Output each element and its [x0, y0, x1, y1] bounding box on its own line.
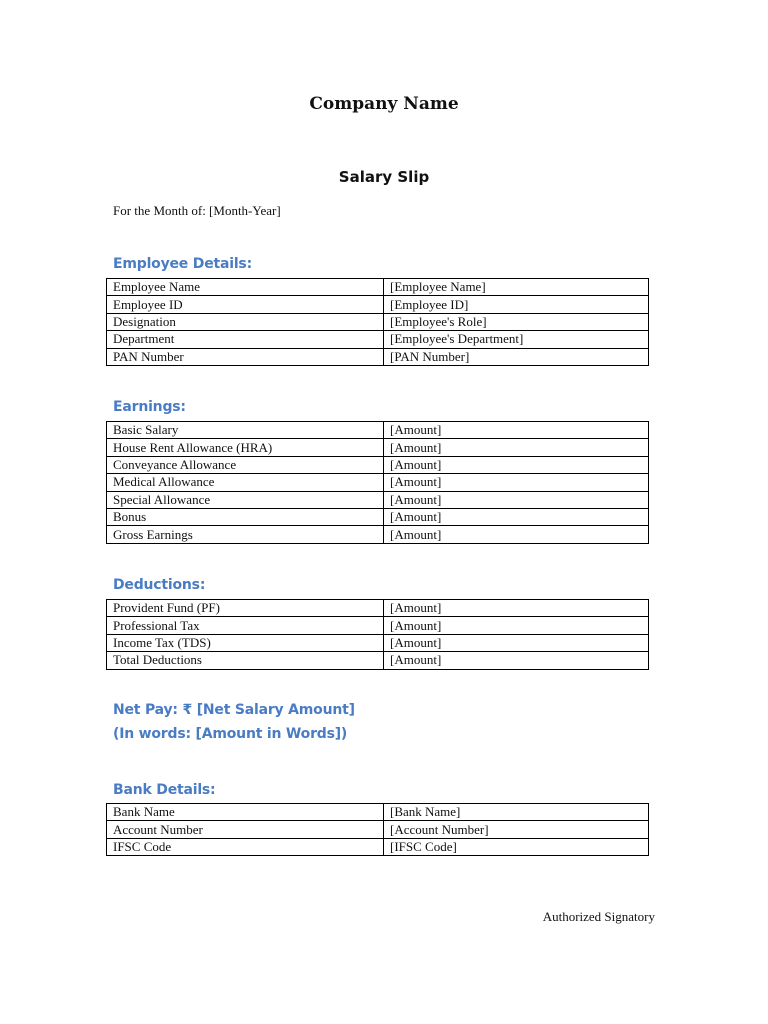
row-label: Account Number: [107, 821, 384, 838]
table-row: [107, 652, 649, 669]
row-label: Income Tax (TDS): [107, 634, 384, 651]
row-label: Bonus: [107, 508, 384, 525]
row-label: Bank Name: [107, 804, 384, 821]
row-label: Designation: [107, 313, 384, 330]
row-label: PAN Number: [107, 348, 384, 365]
authorized-signatory: Authorized Signatory: [542, 909, 655, 924]
table-row: [107, 838, 649, 855]
row-label: Employee Name: [107, 279, 384, 296]
row-value: [Bank Name]: [384, 804, 649, 821]
employee-details-heading: Employee Details:: [113, 256, 252, 272]
table-row: [107, 439, 649, 456]
row-label: Provident Fund (PF): [107, 600, 384, 617]
row-label: Special Allowance: [107, 491, 384, 508]
employee-details-table: [106, 278, 649, 366]
table-row: [107, 821, 649, 838]
bank-details-table: [106, 803, 649, 856]
row-value: [Amount]: [384, 600, 649, 617]
deductions-table: [106, 599, 649, 670]
deductions-heading: Deductions:: [113, 577, 206, 593]
row-value: [Amount]: [384, 526, 649, 543]
row-value: [Amount]: [384, 617, 649, 634]
row-label: Conveyance Allowance: [107, 456, 384, 473]
row-label: IFSC Code: [107, 838, 384, 855]
row-value: [Account Number]: [384, 821, 649, 838]
table-row: [107, 422, 649, 439]
slip-title: Salary Slip: [338, 168, 430, 186]
row-label: Gross Earnings: [107, 526, 384, 543]
table-row: [107, 617, 649, 634]
net-pay-in-words: (In words: [Amount in Words]): [113, 726, 348, 742]
row-value: [PAN Number]: [384, 348, 649, 365]
row-label: Employee ID: [107, 296, 384, 313]
table-row: [107, 474, 649, 491]
table-row: [107, 600, 649, 617]
row-value: [Employee's Department]: [384, 331, 649, 348]
row-value: [Amount]: [384, 634, 649, 651]
row-value: [Employee Name]: [384, 279, 649, 296]
table-row: [107, 296, 649, 313]
row-value: [Amount]: [384, 474, 649, 491]
table-row: [107, 313, 649, 330]
table-row: [107, 804, 649, 821]
row-value: [IFSC Code]: [384, 838, 649, 855]
table-row: [107, 279, 649, 296]
row-value: [Amount]: [384, 491, 649, 508]
table-row: [107, 491, 649, 508]
row-value: [Amount]: [384, 422, 649, 439]
table-row: [107, 508, 649, 525]
table-row: [107, 634, 649, 651]
row-label: Professional Tax: [107, 617, 384, 634]
table-row: [107, 526, 649, 543]
earnings-table: [106, 421, 649, 544]
row-label: Medical Allowance: [107, 474, 384, 491]
row-value: [Amount]: [384, 652, 649, 669]
row-label: Basic Salary: [107, 422, 384, 439]
row-value: [Amount]: [384, 456, 649, 473]
bank-details-heading: Bank Details:: [113, 782, 216, 798]
row-label: House Rent Allowance (HRA): [107, 439, 384, 456]
row-value: [Amount]: [384, 439, 649, 456]
row-value: [Employee ID]: [384, 296, 649, 313]
earnings-heading: Earnings:: [113, 399, 186, 415]
row-value: [Amount]: [384, 508, 649, 525]
row-value: [Employee's Role]: [384, 313, 649, 330]
table-row: [107, 348, 649, 365]
net-pay-amount: Net Pay: ₹ [Net Salary Amount]: [113, 702, 355, 718]
table-row: [107, 331, 649, 348]
row-label: Department: [107, 331, 384, 348]
table-row: [107, 456, 649, 473]
company-name: Company Name: [309, 94, 459, 114]
row-label: Total Deductions: [107, 652, 384, 669]
month-line: For the Month of: [Month-Year]: [113, 203, 281, 218]
